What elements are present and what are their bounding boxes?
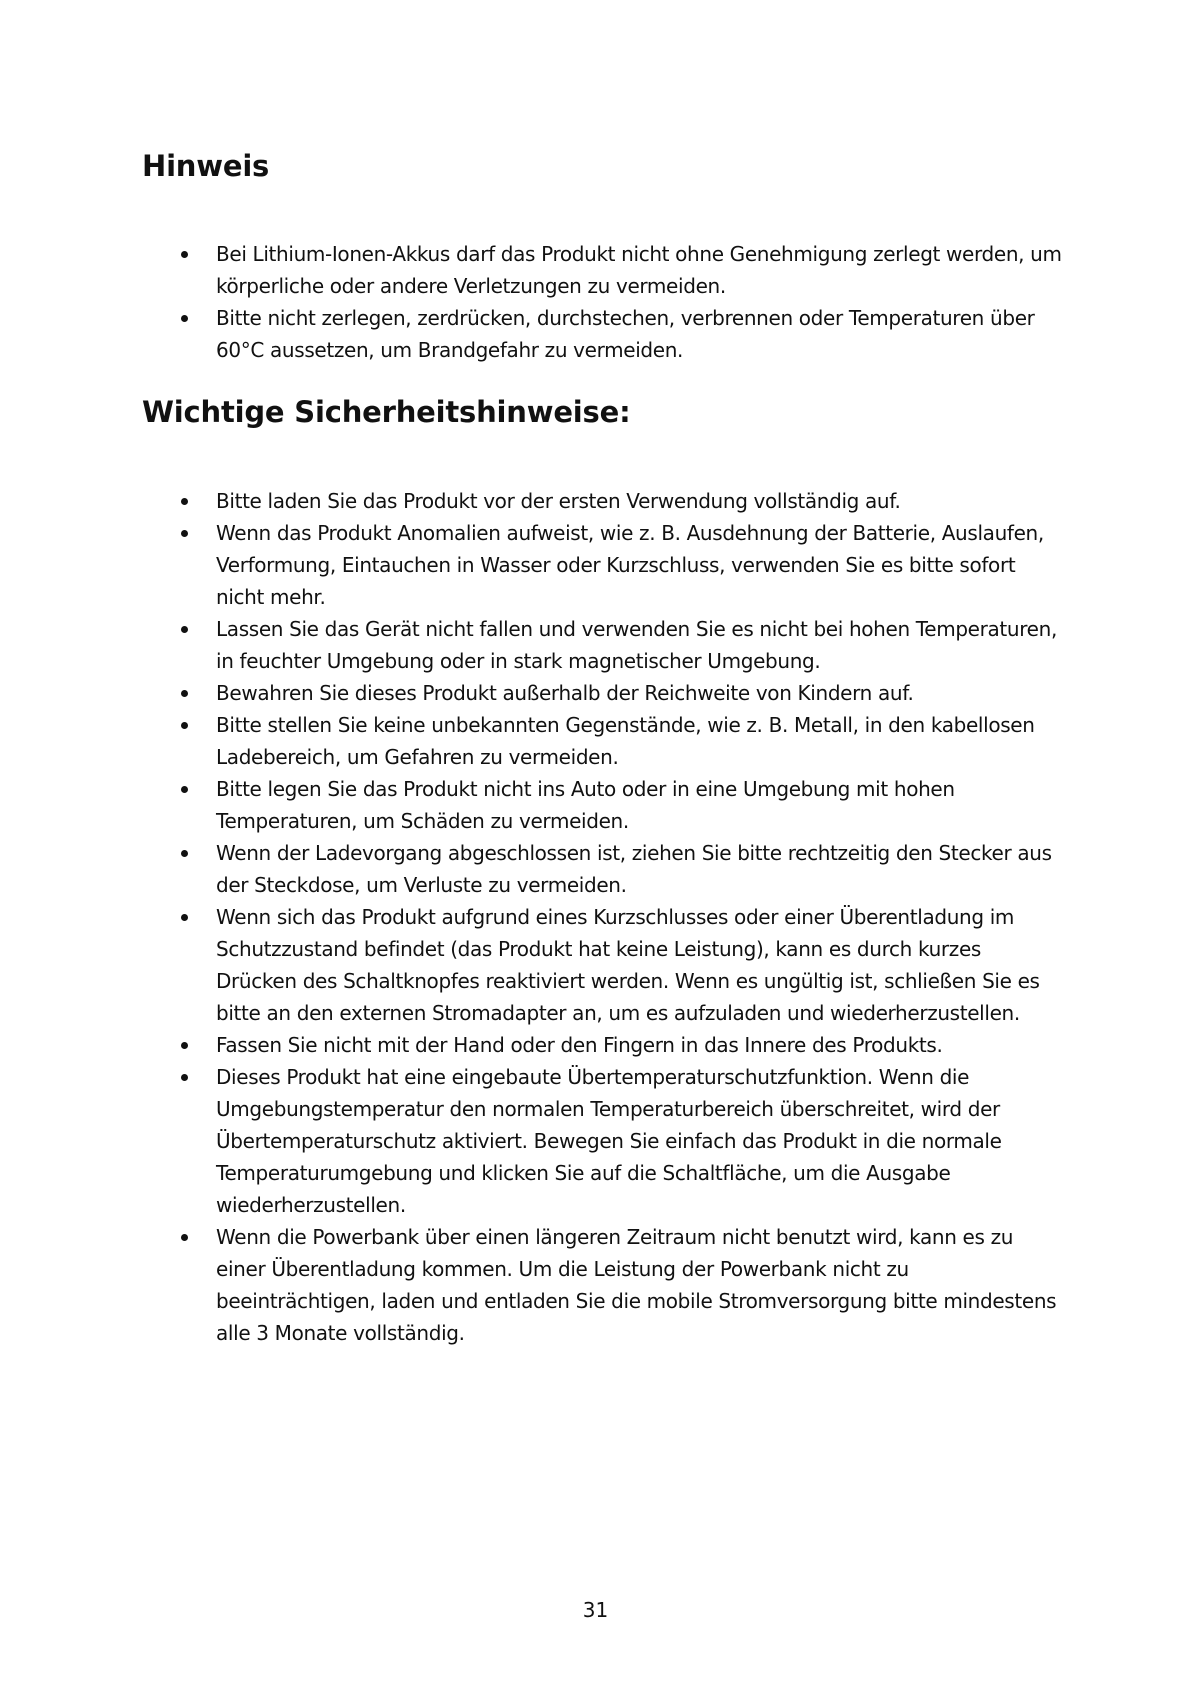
list-item [0, 485, 1066, 517]
bullet-icon [181, 498, 188, 505]
list-item-text: Bitte nicht zerlegen, zerdrücken, durchstechen, verbrennen oder Temperaturen über 60°C aussetzen, um Brandgefahr zu vermeiden. [216, 306, 1035, 362]
bullet-icon [181, 850, 188, 857]
bullet-icon [181, 1234, 188, 1241]
list-item-text: Bitte laden Sie das Produkt vor der ersten Verwendung vollständig auf. [216, 489, 901, 513]
list-item-text: Bewahren Sie dieses Produkt außerhalb der Reichweite von Kindern auf. [216, 681, 914, 705]
list-item [0, 1221, 1066, 1349]
page-number: 31 [582, 1598, 609, 1622]
list-item-text: Bitte legen Sie das Produkt nicht ins Auto oder in eine Umgebung mit hohen Temperaturen, um Schäden zu vermeiden. [216, 777, 955, 833]
list-item [0, 302, 1066, 366]
list-item-text: Wenn das Produkt Anomalien aufweist, wie z. B. Ausdehnung der Batterie, Auslaufen, Verformung, Eintauchen in Wasser oder Kurzschluss, verwenden Sie es bitte sofort nicht mehr. [216, 521, 1044, 609]
list-item-text: Bitte stellen Sie keine unbekannten Gegenstände, wie z. B. Metall, in den kabellosen Ladebereich, um Gefahren zu vermeiden. [216, 713, 1035, 769]
bullet-icon [181, 1042, 188, 1049]
list-item [0, 837, 1066, 901]
list-item [0, 677, 1066, 709]
list-item-text: Wenn sich das Produkt aufgrund eines Kurzschlusses oder einer Überentladung im Schutzzustand befindet (das Produkt hat keine Leistung), kann es durch kurzes Drücken des Schaltknopfes reaktiviert werden. Wenn es ungültig ist, schließen Sie es bitte an den externen Stromadapter an, um es aufzuladen und wiederherzustellen. [216, 905, 1040, 1025]
list-item [0, 773, 1066, 837]
hinweis-list [0, 238, 1191, 366]
bullet-icon [181, 530, 188, 537]
bullet-icon [181, 1074, 188, 1081]
sicherheit-list [0, 485, 1191, 1349]
heading-hinweis: Hinweis [142, 149, 270, 183]
heading-sicherheitshinweise: Wichtige Sicherheitshinweise: [142, 395, 631, 429]
bullet-icon [181, 626, 188, 633]
list-item [0, 901, 1066, 1029]
bullet-icon [181, 251, 188, 258]
bullet-icon [181, 914, 188, 921]
bullet-icon [181, 690, 188, 697]
list-item-text: Dieses Produkt hat eine eingebaute Übertemperaturschutzfunktion. Wenn die Umgebungstemperatur den normalen Temperaturbereich überschreitet, wird der Übertemperaturschutz aktiviert. Bewegen Sie einfach das Produkt in die normale Temperaturumgebung und klicken Sie auf die Schaltfläche, um die Ausgabe wiederherzustellen. [216, 1065, 1002, 1217]
list-item [0, 709, 1066, 773]
list-item-text: Bei Lithium-Ionen-Akkus darf das Produkt nicht ohne Genehmigung zerlegt werden, um körperliche oder andere Verletzungen zu vermeiden. [216, 242, 1062, 298]
list-item [0, 517, 1066, 613]
list-item [0, 1061, 1066, 1221]
list-item [0, 1029, 1066, 1061]
bullet-icon [181, 315, 188, 322]
list-item-text: Lassen Sie das Gerät nicht fallen und verwenden Sie es nicht bei hohen Temperaturen, in feuchter Umgebung oder in stark magnetischer Umgebung. [216, 617, 1057, 673]
list-item-text: Wenn der Ladevorgang abgeschlossen ist, ziehen Sie bitte rechtzeitig den Stecker aus der Steckdose, um Verluste zu vermeiden. [216, 841, 1052, 897]
list-item [0, 238, 1066, 302]
bullet-icon [181, 786, 188, 793]
list-item [0, 613, 1066, 677]
list-item-text: Fassen Sie nicht mit der Hand oder den Fingern in das Innere des Produkts. [216, 1033, 943, 1057]
bullet-icon [181, 722, 188, 729]
list-item-text: Wenn die Powerbank über einen längeren Zeitraum nicht benutzt wird, kann es zu einer Überentladung kommen. Um die Leistung der Powerbank nicht zu beeinträchtigen, laden und entladen Sie die mobile Stromversorgung bitte mindestens alle 3 Monate vollständig. [216, 1225, 1057, 1345]
